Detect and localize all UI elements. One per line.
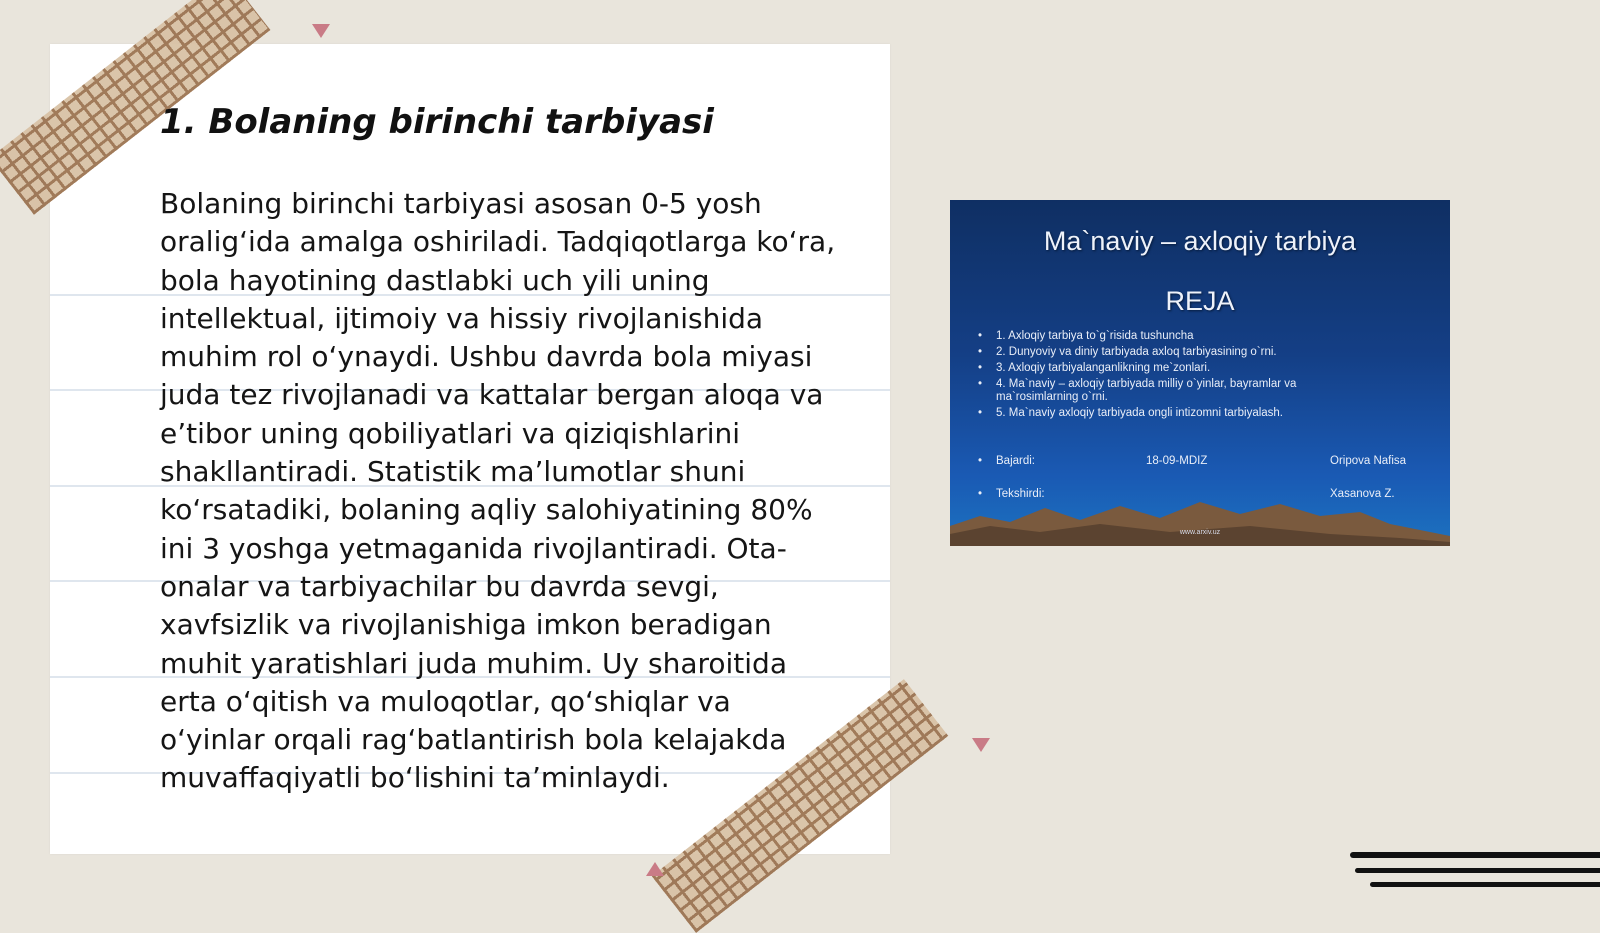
embedded-slide-list — [978, 330, 1338, 423]
group-code: 18-09-MDIZ — [1146, 455, 1208, 467]
list-item: • 3. Axloqiy tarbiyalanganlikning me`zonlari. — [978, 362, 1338, 375]
tape-pin — [646, 862, 664, 876]
embedded-slide-title: Ma`naviy – axloqiy tarbiya — [1043, 226, 1357, 256]
embedded-slide-image: Ma`naviy – axloqiy tarbiya REJA • 1. Axloqiy tarbiya to`g`risida tushuncha • 2. Dunyoviy va diniy tarbiyada axloq tarbiyasining o`rni. • 3. Axloqiy tarbiyalanganlikning me`zonlari. • 4. Ma`naviy – axloqiy tarbiyada milliy o`yinlar, bayramlar va ma`rosimlarning o`rni. • 5. Ma`naviy axloqiy tarbiyada ongli intizomni tarbiyalash. • Bajardi: 18-09-MDIZ Oripova Nafisa • Tekshirdi: Xasanova Z. www.arxiv.uz — [950, 200, 1450, 546]
body-paragraph: Bolaning birinchi tarbiyasi asosan 0-5 yosh oralig‘ida amalga oshiriladi. Tadqiqotlarga ko‘ra, bola hayotining dastlabki uch yili uning intellektual, ijtimoiy va hissiy rivojlanishida muhim rol o‘ynaydi. Ushbu davrda bola miyasi juda tez rivojlanadi va kattalar bergan aloqa va e’tibor uning qobiliyatlari va qiziqishlarini shakllantiradi. Statistik ma’lumotlar shuni ko‘rsatadiki, bolaning aqliy salohiyatining 80% ini 3 yoshga yetmaganida rivojlantiradi. Ota-onalar va tarbiyachilar bu davrda sevgi, xavfsizlik va rivojlanishiga imkon beradigan muhit yaratishlari juda muhim. Uy sharoitida erta o‘qitish va muloqotlar, qo‘shiqlar va o‘yinlar orqali rag‘batlantirish bola kelajakda muvaffaqiyatli bo‘lishini ta’minlaydi. — [160, 187, 836, 795]
decorative-stroke — [1350, 852, 1600, 858]
tekshirdi-label: Tekshirdi: — [996, 488, 1045, 500]
tekshirdi-name: Xasanova Z. — [1330, 488, 1395, 500]
bajardi-name: Oripova Nafisa — [1330, 455, 1407, 467]
mountains-illustration — [950, 496, 1450, 546]
decorative-stroke — [1355, 868, 1600, 873]
bajardi-label: Bajardi: — [996, 455, 1035, 467]
embedded-slide-footer: www.arxiv.uz — [1179, 529, 1221, 536]
tape-pin — [972, 738, 990, 752]
decorative-stroke — [1370, 882, 1600, 887]
embedded-slide-subtitle: REJA — [1165, 286, 1235, 316]
tape-pin — [312, 24, 330, 38]
list-item: • 4. Ma`naviy – axloqiy tarbiyada milliy o`yinlar, bayramlar va ma`rosimlarning o`rni. — [978, 378, 1338, 404]
list-item: • 2. Dunyoviy va diniy tarbiyada axloq tarbiyasining o`rni. — [978, 346, 1338, 359]
slide-heading: 1. Bolaning birinchi tarbiyasi — [160, 102, 714, 142]
list-item: • 1. Axloqiy tarbiya to`g`risida tushuncha — [978, 330, 1338, 343]
list-item: • 5. Ma`naviy axloqiy tarbiyada ongli intizomni tarbiyalash. — [978, 407, 1338, 420]
